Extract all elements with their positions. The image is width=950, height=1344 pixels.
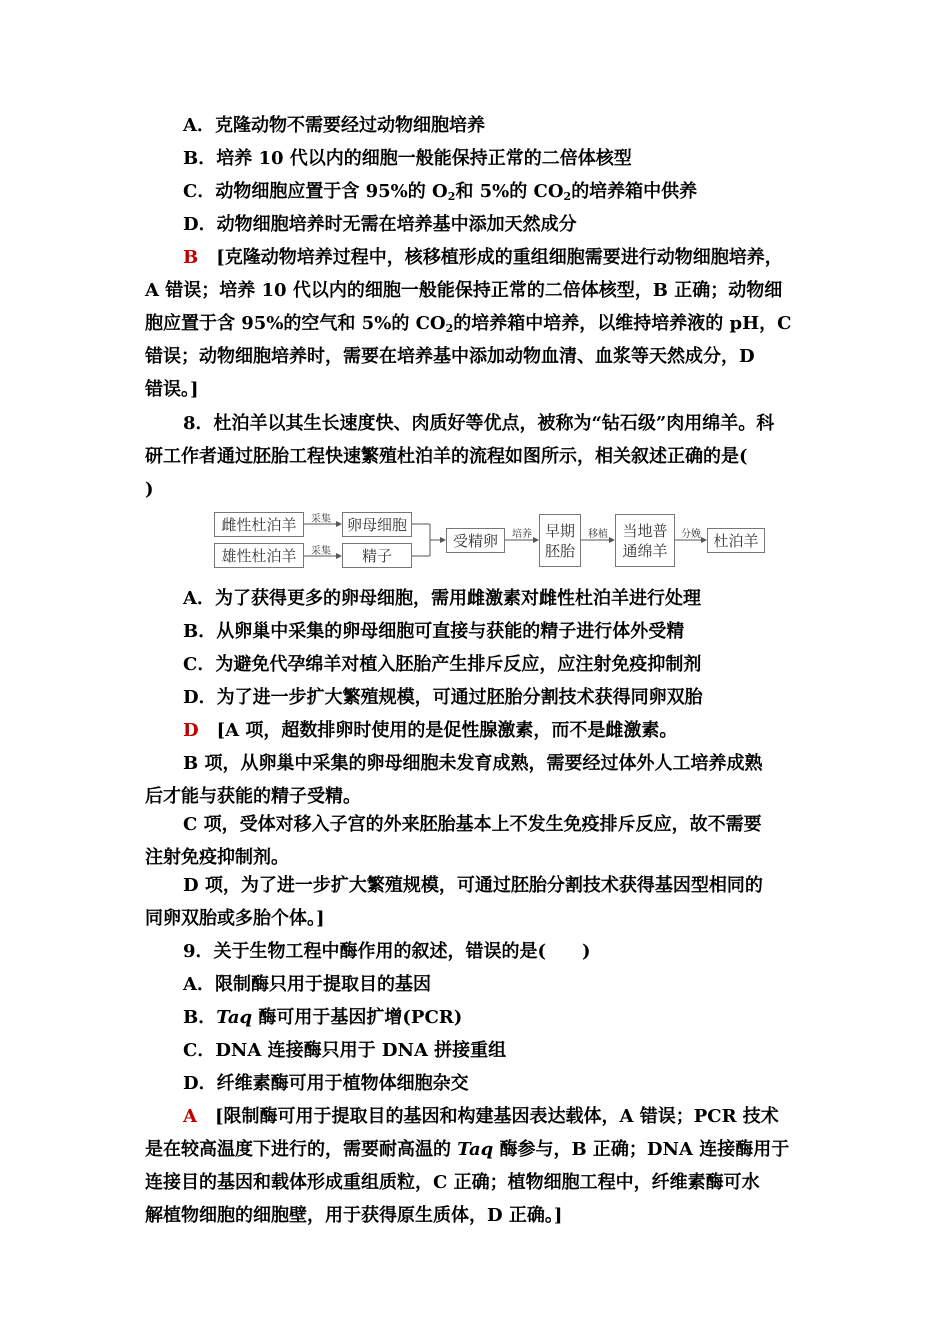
q7-answer: B <box>183 247 199 268</box>
q8-explanation-d-line1: D 项，为了进一步扩大繁殖规模，可通过胚胎分割技术获得基因型相同的 <box>183 875 763 896</box>
q8-explanation-c-line2: 注射免疫抑制剂。 <box>145 847 289 868</box>
q8-explanation-d-line2: 同卵双胎或多胎个体。] <box>145 908 325 929</box>
q9-option-c: C．DNA 连接酶只用于 DNA 拼接重组 <box>183 1040 507 1061</box>
q8-option-c: C．为避免代孕绵羊对植入胚胎产生排斥反应，应注射免疫抑制剂 <box>183 654 702 675</box>
recipient-sheep-box: 当地普 通绵羊 <box>615 514 675 567</box>
sperm-box: 精子 <box>342 543 412 568</box>
q7-option-a: A．克隆动物不需要经过动物细胞培养 <box>183 115 485 136</box>
fertilized-egg-box: 受精卵 <box>446 528 505 553</box>
q8-explanation-c-line1: C 项，受体对移入子宫的外来胚胎基本上不发生免疫排斥反应，故不需要 <box>183 814 762 835</box>
q8-explanation-b-line2: 后才能与获能的精子受精。 <box>145 786 361 807</box>
q9-answer: A <box>183 1106 197 1127</box>
q9-explanation-line2: 是在较高温度下进行的，需要耐高温的 Taq 酶参与，B 正确；DNA 连接酶用于 <box>145 1139 790 1160</box>
q8-explanation-b-line1: B 项，从卵巢中采集的卵母细胞未发育成熟，需要经过体外人工培养成熟 <box>183 753 763 774</box>
q8-explanation-a: D [A 项，超数排卵时使用的是促性腺激素，而不是雌激素。 <box>183 720 678 741</box>
q7-explanation-line3: 胞应置于含 95%的空气和 5%的 $CO_2$的培养箱中培养，以维持培养液的 pH，C <box>145 313 792 335</box>
q8-option-a: A．为了获得更多的卵母细胞，需用雌激素对雌性杜泊羊进行处理 <box>183 588 701 609</box>
q9-option-d: D．纤维素酶可用于植物体细胞杂交 <box>183 1073 469 1094</box>
q7-option-c: C．动物细胞应置于含 95%的 $O_2$和 5%的 $CO_2$的培养箱中供养 <box>183 181 698 203</box>
q8-stem-line1: 8．杜泊羊以其生长速度快、肉质好等优点，被称为“钻石级”肉用绵羊。科 <box>183 413 775 434</box>
q8-option-b: B．从卵巢中采集的卵母细胞可直接与获能的精子进行体外受精 <box>183 621 685 642</box>
q7-explanation-line4: 错误；动物细胞培养时，需要在培养基中添加动物血清、血浆等天然成分，D <box>145 346 755 367</box>
culture-label: 培养 <box>512 529 532 540</box>
q9-explanation-line1: A [限制酶可用于提取目的基因和构建基因表达载体，A 错误；PCR 技术 <box>183 1106 779 1127</box>
q9-stem: 9．关于生物工程中酶作用的叙述，错误的是( ) <box>183 941 591 962</box>
q8-stem-line3: ) <box>145 479 154 500</box>
breeding-flow-diagram <box>214 512 774 572</box>
q7-option-d: D．动物细胞培养时无需在培养基中添加天然成分 <box>183 214 577 235</box>
transfer-label: 移植 <box>588 529 608 540</box>
male-dorper-box: 雄性杜泊羊 <box>214 543 304 568</box>
q8-stem-line2: 研工作者通过胚胎工程快速繁殖杜泊羊的流程如图所示，相关叙述正确的是( <box>145 446 748 467</box>
q7-option-b: B．培养 10 代以内的细胞一般能保持正常的二倍体核型 <box>183 148 632 169</box>
q8-option-d: D．为了进一步扩大繁殖规模，可通过胚胎分割技术获得同卵双胎 <box>183 687 703 708</box>
collect-label-2: 采集 <box>311 546 331 557</box>
q9-explanation-line3: 连接目的基因和载体形成重组质粒，C 正确；植物细胞工程中，纤维素酶可水 <box>145 1172 760 1193</box>
collect-label-1: 采集 <box>311 514 331 525</box>
q7-explanation-line1: B [克隆动物培养过程中，核移植形成的重组细胞需要进行动物细胞培养， <box>183 247 783 268</box>
q9-option-b: B．Taq 酶可用于基因扩增(PCR) <box>183 1007 463 1028</box>
q7-explanation-line2: A 错误；培养 10 代以内的细胞一般能保持正常的二倍体核型，B 正确；动物细 <box>145 280 783 301</box>
female-dorper-box: 雌性杜泊羊 <box>214 512 304 537</box>
birth-label: 分娩 <box>681 529 701 540</box>
q9-option-a: A．限制酶只用于提取目的基因 <box>183 974 431 995</box>
q7-explanation-line5: 错误。] <box>145 379 199 400</box>
oocyte-box: 卵母细胞 <box>342 512 412 537</box>
dorper-offspring-box: 杜泊羊 <box>707 528 765 553</box>
early-embryo-box: 早期 胚胎 <box>539 514 581 567</box>
q8-answer: D <box>183 720 199 741</box>
q9-explanation-line4: 解植物细胞的细胞壁，用于获得原生质体，D 正确。] <box>145 1205 563 1226</box>
